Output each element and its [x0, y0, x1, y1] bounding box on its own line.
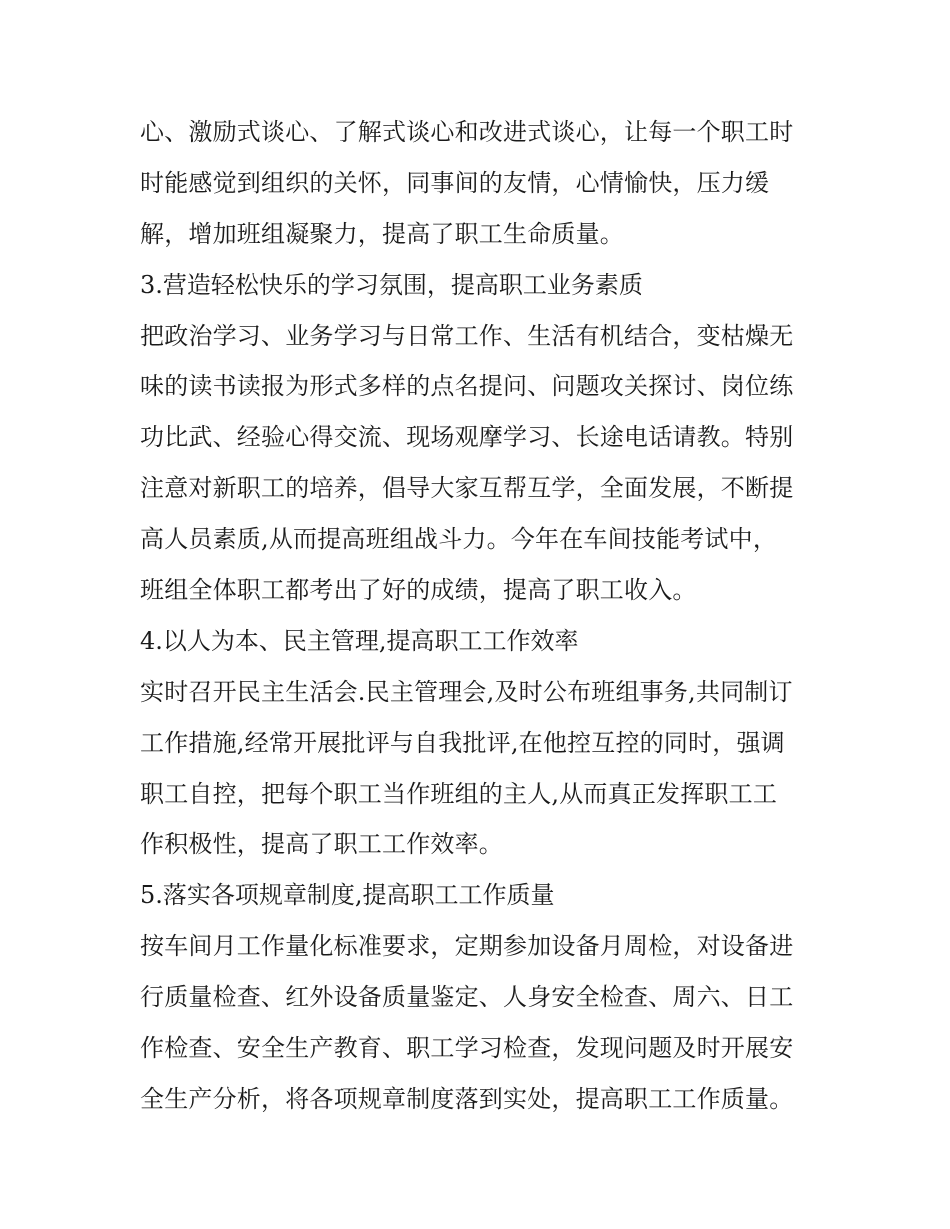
paragraph-line: 味的读书读报为形式多样的点名提问、问题攻关探讨、岗位练	[140, 372, 794, 401]
paragraph-line: 作检查、安全生产教育、职工学习检查，发现问题及时开展安	[140, 1034, 794, 1063]
paragraph-line: 高人员素质,从而提高班组战斗力。今年在车间技能考试中，	[140, 525, 778, 554]
paragraph-line: 心、激励式谈心、了解式谈心和改进式谈心，让每一个职工时	[140, 118, 794, 146]
paragraph-line: 实时召开民主生活会.民主管理会,及时公布班组事务,共同制订	[140, 677, 793, 706]
paragraph-line: 工作措施,经常开展批评与自我批评,在他控互控的同时，强调	[140, 728, 785, 757]
paragraph-line: 解，增加班组凝聚力，提高了职工生命质量。	[140, 219, 624, 248]
paragraph-line: 把政治学习、业务学习与日常工作、生活有机结合，变枯燥无	[140, 321, 794, 350]
paragraph-line: 注意对新职工的培养，倡导大家互帮互学，全面发展，不断提	[140, 474, 794, 503]
paragraph-line: 行质量检查、红外设备质量鉴定、人身安全检查、周六、日工	[140, 983, 794, 1012]
paragraph-line: 全生产分析，将各项规章制度落到实处，提高职工工作质量。	[140, 1084, 794, 1113]
section-heading-3: 3.营造轻松快乐的学习氛围，提高职工业务素质	[140, 270, 643, 299]
document-body	[140, 107, 820, 1125]
paragraph-line: 作积极性，提高了职工工作效率。	[140, 830, 503, 859]
paragraph-line: 按车间月工作量化标准要求，定期参加设备月周检，对设备进	[140, 932, 794, 961]
paragraph-line: 职工自控，把每个职工当作班组的主人,从而真正发挥职工工	[140, 779, 778, 808]
paragraph-line: 时能感觉到组织的关怀，同事间的友情，心情愉快，压力缓	[140, 168, 770, 197]
paragraph-line: 班组全体职工都考出了好的成绩，提高了职工收入。	[140, 576, 697, 605]
section-heading-4: 4.以人为本、民主管理,提高职工工作效率	[140, 626, 579, 655]
paragraph-line: 功比武、经验心得交流、现场观摩学习、长途电话请教。特别	[140, 423, 794, 452]
section-heading-5: 5.落实各项规章制度,提高职工工作质量	[140, 881, 555, 910]
